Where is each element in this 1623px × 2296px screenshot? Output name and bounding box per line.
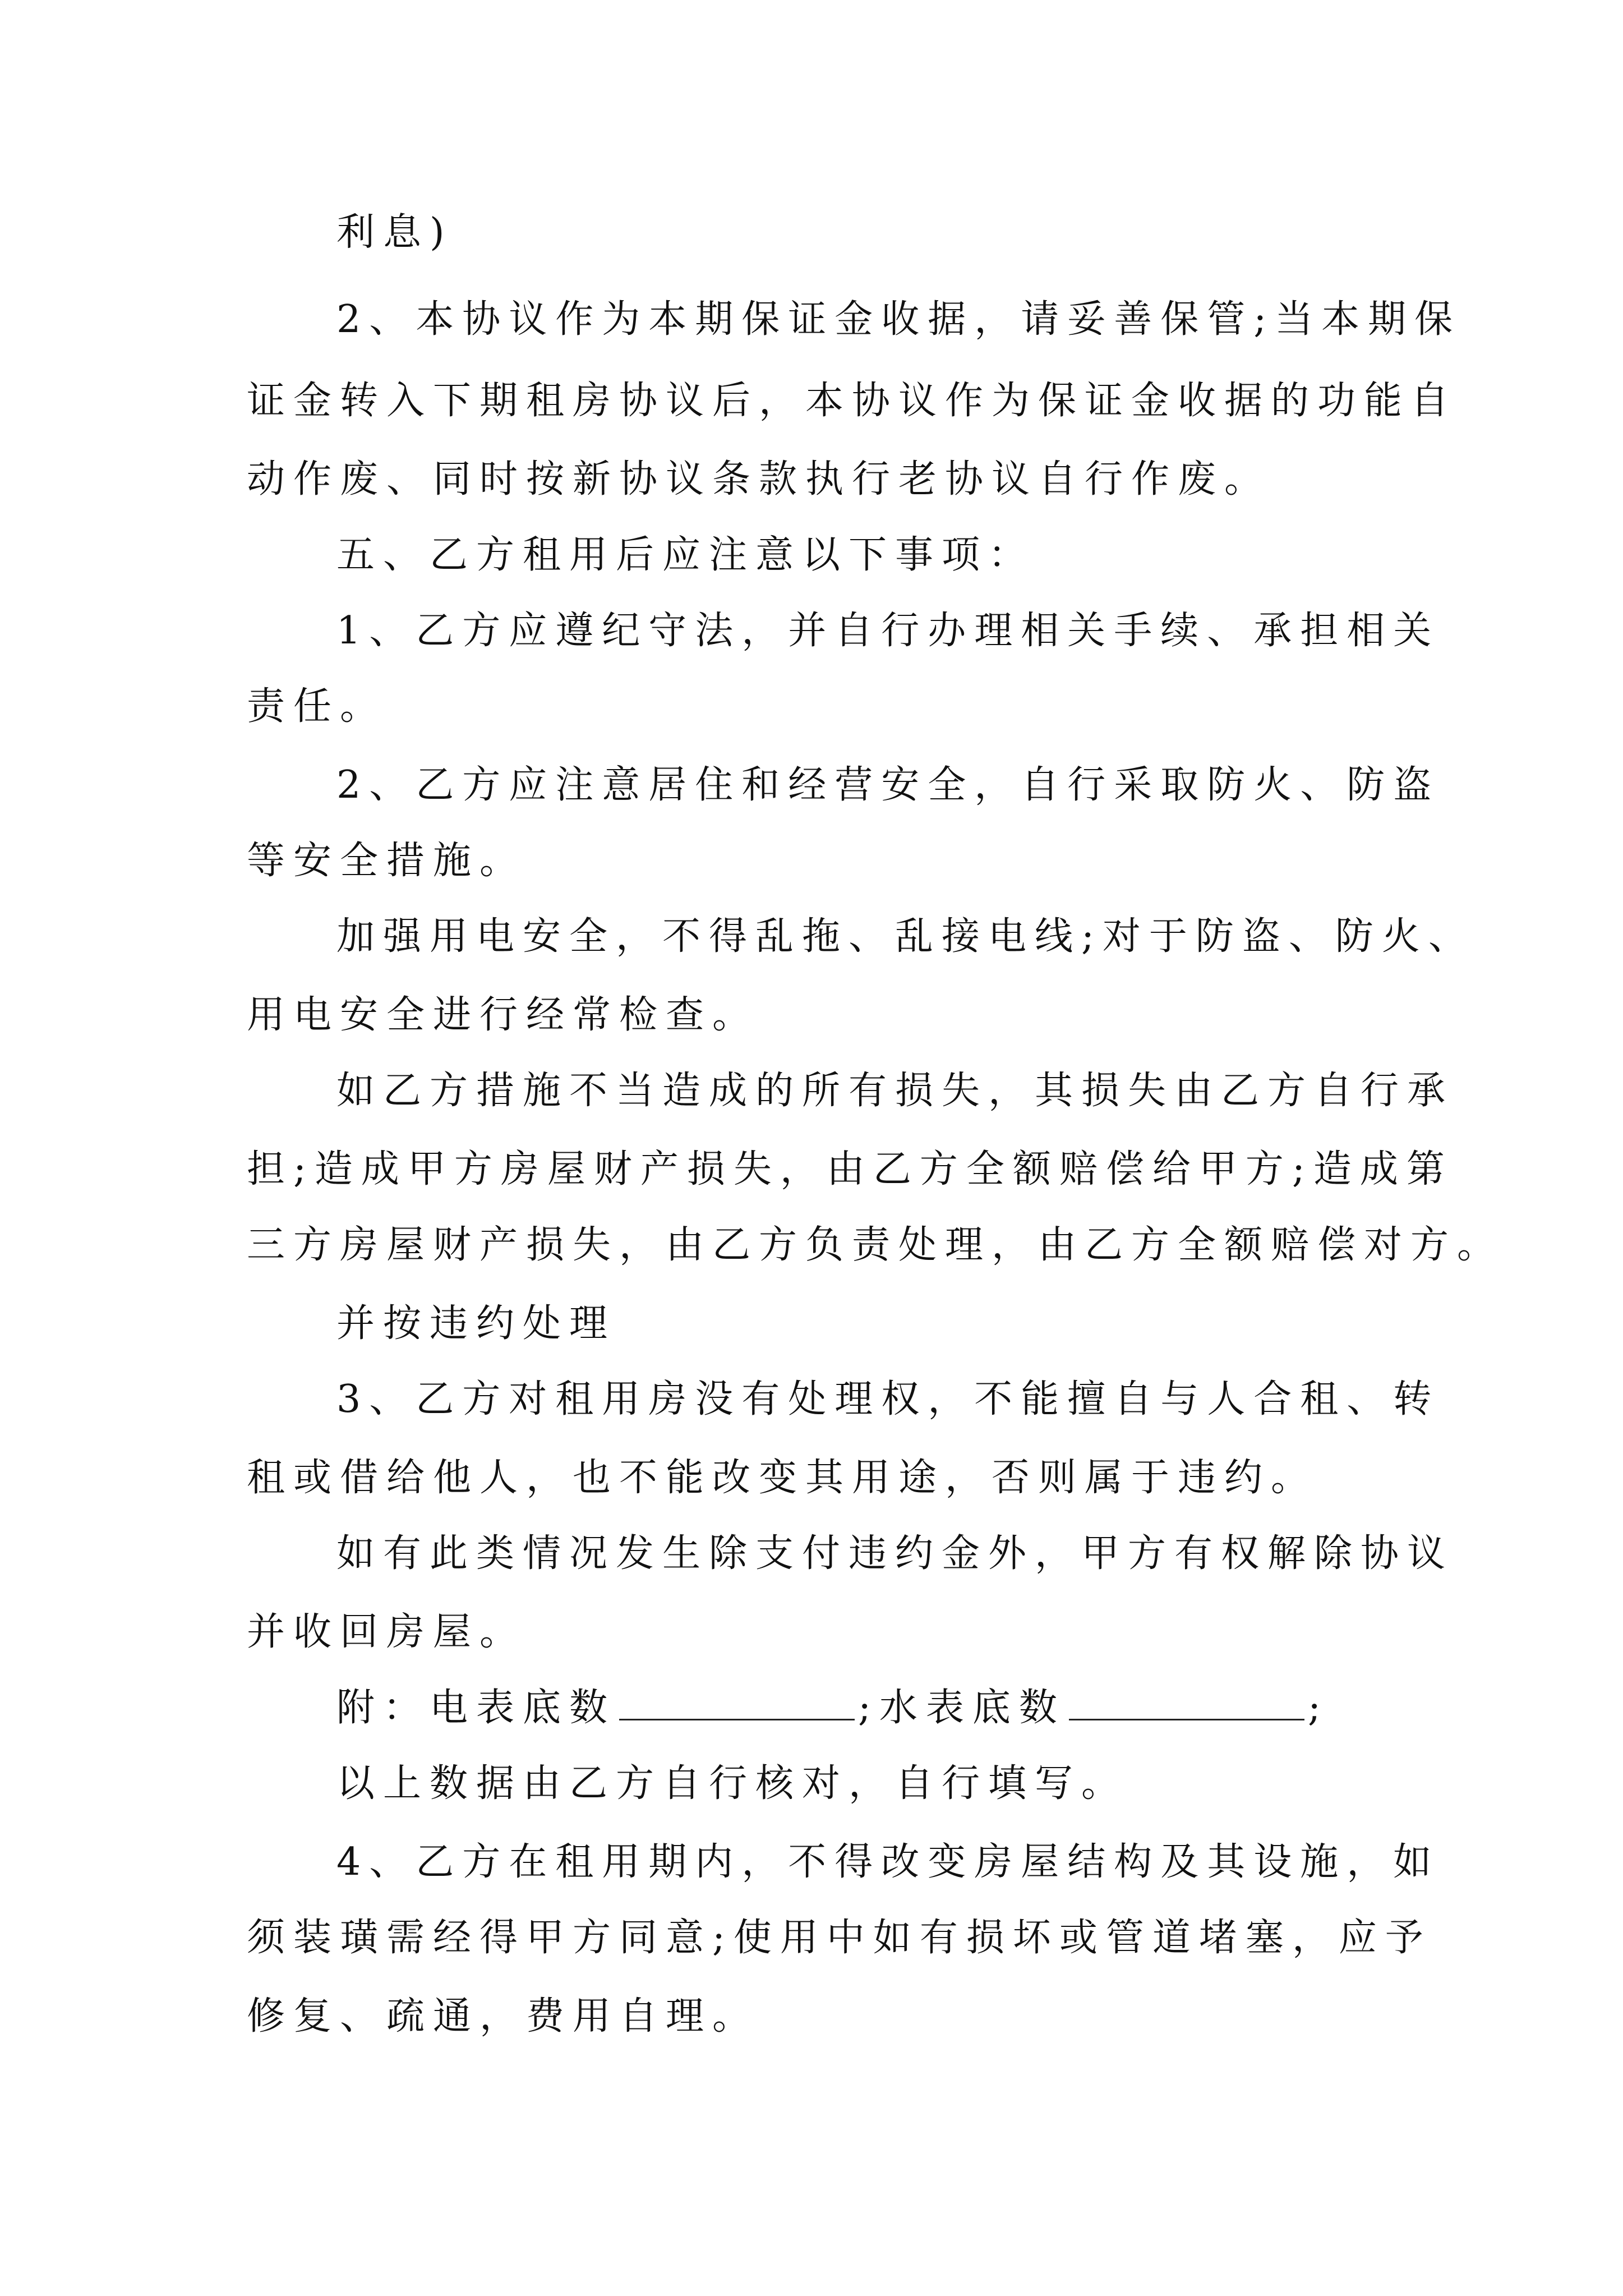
text-line: 用电安全进行经常检查。 [247,993,759,1037]
text-line: 证金转入下期租房协议后，本协议作为保证金收据的功能自 [247,379,1458,423]
electric-meter-blank [619,1684,855,1720]
text-line: 以上数据由乙方自行核对，自行填写。 [336,1761,1128,1806]
text-line: 如乙方措施不当造成的所有损失，其损失由乙方自行承 [336,1069,1454,1113]
text-line: 租或借给他人，也不能改变其用途，否则属于违约。 [247,1456,1318,1500]
meter-suffix: ; [1307,1686,1329,1730]
text-line: 等安全措施。 [247,839,527,883]
text-line: 动作废、同时按新协议条款执行老协议自行作废。 [247,457,1271,501]
text-line: 如有此类情况发生除支付违约金外，甲方有权解除协议 [336,1531,1454,1576]
text-line: 2、本协议作为本期保证金收据，请妥善保管;当本期保 [336,297,1461,342]
text-line: 并按违约处理 [336,1301,616,1346]
text-line: 须装璜需经得甲方同意;使用中如有损坏或管道堵塞，应予 [247,1916,1432,1960]
meter-electric-label: 附：电表底数 [336,1686,616,1730]
text-line: 3、乙方对租用房没有处理权，不能擅自与人合租、转 [336,1377,1440,1421]
water-meter-blank [1069,1684,1304,1720]
text-line: 2、乙方应注意居住和经营安全，自行采取防火、防盗 [336,763,1440,807]
meter-reading-line [336,1680,1329,1736]
text-line: 利息) [336,210,453,255]
meter-water-label: ;水表底数 [858,1686,1066,1730]
text-line: 担;造成甲方房屋财产损失，由乙方全额赔偿给甲方;造成第 [247,1147,1453,1191]
text-line: 加强用电安全，不得乱拖、乱接电线;对于防盗、防火、 [336,914,1475,959]
text-line: 责任。 [247,684,387,729]
text-line: 三方房屋财产损失，由乙方负责处理，由乙方全额赔偿对方。 [247,1223,1504,1267]
text-line: 1、乙方应遵纪守法，并自行办理相关手续、承担相关 [336,609,1440,653]
text-line: 4、乙方在租用期内，不得改变房屋结构及其设施，如 [336,1840,1440,1884]
text-line: 并收回房屋。 [247,1610,527,1654]
section-heading: 五、乙方租用后应注意以下事项： [336,533,1035,577]
text-line: 修复、疏通，费用自理。 [247,1994,759,2039]
